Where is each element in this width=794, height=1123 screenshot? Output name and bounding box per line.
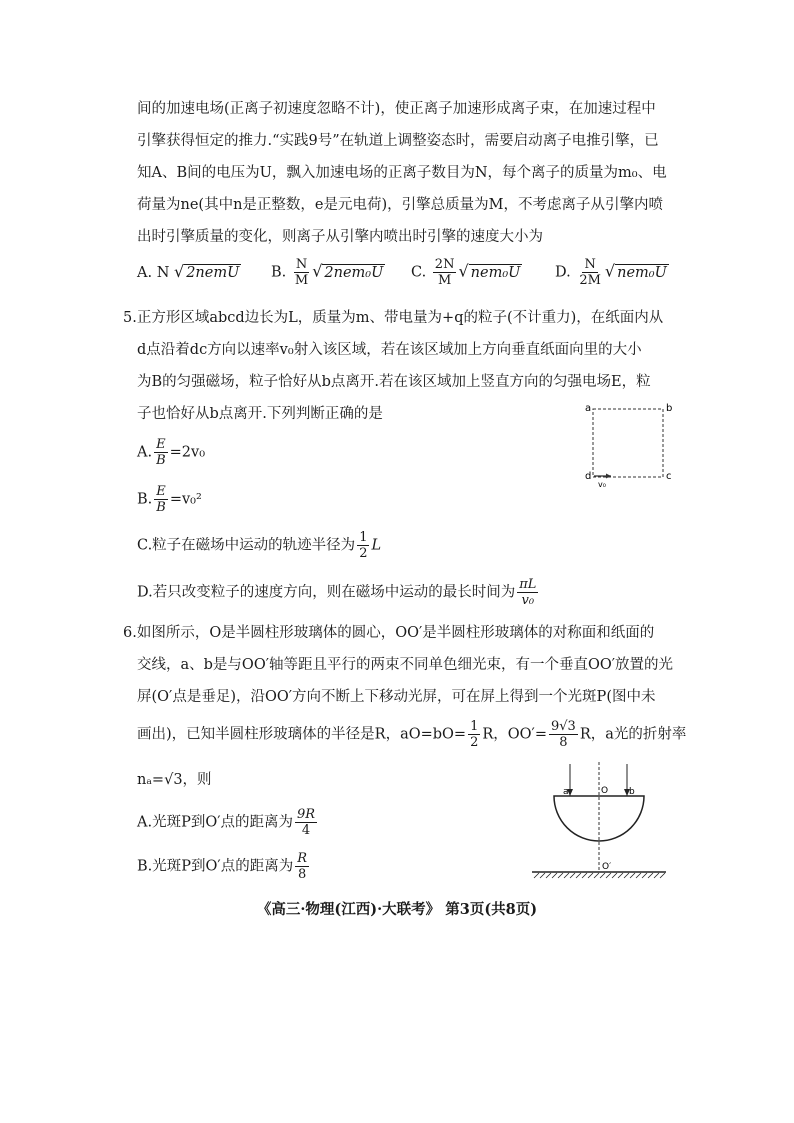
q5-line-2: d点沿着dc方向以速率v₀射入该区域，若在该区域加上方向垂直纸面向里的大小 — [137, 342, 642, 358]
q4-option-c-letter: C. — [411, 264, 427, 281]
q4-option-b-letter: B. — [271, 264, 287, 281]
q5-option-b: B. $\frac{E}{B}$ =v₀² — [137, 484, 202, 515]
q5-option-c: C.粒子在磁场中运动的轨迹半径为 $\frac{1}{2}$ L — [137, 530, 382, 561]
q5-option-a: A. $\frac{E}{B}$ =2v₀ — [137, 437, 206, 468]
q4-option-a: A. N √ 2nemU — [137, 262, 240, 281]
q4-option-a-letter: A. N — [137, 265, 170, 281]
q4-option-b: B. $\frac{N}{M}$ √ 2nem₀U — [271, 257, 384, 288]
q5-label-c: c — [666, 471, 672, 482]
q4-line-3: 知A、B间的电压为U，飘入加速电场的正离子数目为N，每个离子的质量为m₀、电 — [137, 165, 667, 181]
q5-label-a: a — [585, 403, 592, 414]
q5-line-3: 为B的匀强磁场，粒子恰好从b点离开.若在该区域加上竖直方向的匀强电场E，粒 — [137, 374, 651, 390]
q5-line-4: 子也恰好从b点离开.下列判断正确的是 — [137, 406, 383, 422]
q4-line-4: 荷量为ne(其中n是正整数，e是元电荷)，引擎总质量为M，不考虑离子从引擎内喷 — [137, 197, 663, 213]
q6-label-a: a — [563, 787, 569, 797]
q4-line-1: 间的加速电场(正离子初速度忽略不计)，使正离子加速形成离子束，在加速过程中 — [137, 101, 656, 117]
q5-square-diagram — [583, 399, 683, 489]
q5-label-b: b — [666, 403, 673, 414]
q6-half-cylinder-diagram — [530, 762, 670, 882]
q4-option-c-radicand: nem₀U — [470, 264, 521, 281]
q4-option-d-fraction: $\frac{N}{2M}$ — [579, 257, 601, 288]
q4-line-5: 出时引擎质量的变化，则离子从引擎内喷出时引擎的速度大小为 — [137, 229, 543, 245]
q4-option-c-fraction: $\frac{2N}{M}$ — [434, 257, 455, 288]
q5-label-v0: v₀ — [598, 480, 606, 489]
q6-option-b: B.光斑P到O′点的距离为 $\frac{R}{8}$ — [137, 851, 307, 882]
q6-line-4: 画出)，已知半圆柱形玻璃体的半径是R，aO=bO= $\frac{1}{2}$ R，OO′= $\frac{9√3}{8}$ R，a光的折射率 — [137, 719, 687, 750]
q6-line-1: 6.如图所示，O是半圆柱形玻璃体的圆心，OO′是半圆柱形玻璃体的对称面和纸面的 — [123, 625, 655, 641]
q6-line-3: 屏(O′点是垂足)，沿OO′方向不断上下移动光屏，可在屏上得到一个光斑P(图中未 — [137, 689, 656, 705]
q6-line-5: nₐ=√3，则 — [137, 772, 212, 788]
q4-option-d-letter: D. — [555, 264, 571, 281]
q4-option-b-fraction: $\frac{N}{M}$ — [294, 257, 309, 288]
q6-option-a: A.光斑P到O′点的距离为 $\frac{9R}{4}$ — [137, 807, 316, 838]
q5-label-d: d — [585, 471, 592, 482]
q5-line-1: 5.正方形区域abcd边长为L，质量为m、带电量为+q的粒子(不计重力)，在纸面内从 — [123, 310, 664, 326]
q4-option-c: C. $\frac{2N}{M}$ √ nem₀U — [411, 257, 521, 288]
q5-option-d: D.若只改变粒子的速度方向，则在磁场中运动的最长时间为 $\frac{\pi L}{\text{v₀}}$ — [137, 577, 537, 608]
q4-option-d-radicand: nem₀U — [617, 264, 667, 281]
q6-label-O: O — [601, 786, 609, 796]
q6-label-O-prime: O′ — [602, 862, 612, 872]
q4-option-a-radicand: 2nemU — [186, 265, 240, 281]
page-footer: 《高三·物理(江西)·大联考》 第3页(共8页) — [256, 901, 538, 918]
q6-label-b: b — [629, 787, 635, 797]
q6-line-2: 交线，a、b是与OO′轴等距且平行的两束不同单色细光束，有一个垂直OO′放置的光 — [137, 657, 674, 673]
q4-option-d: D. $\frac{N}{2M}$ √ nem₀U — [555, 257, 667, 288]
q4-option-b-radicand: 2nem₀U — [324, 264, 384, 281]
q4-line-2: 引擎获得恒定的推力.“实践9号”在轨道上调整姿态时，需要启动离子电推引擎，已 — [137, 133, 659, 149]
